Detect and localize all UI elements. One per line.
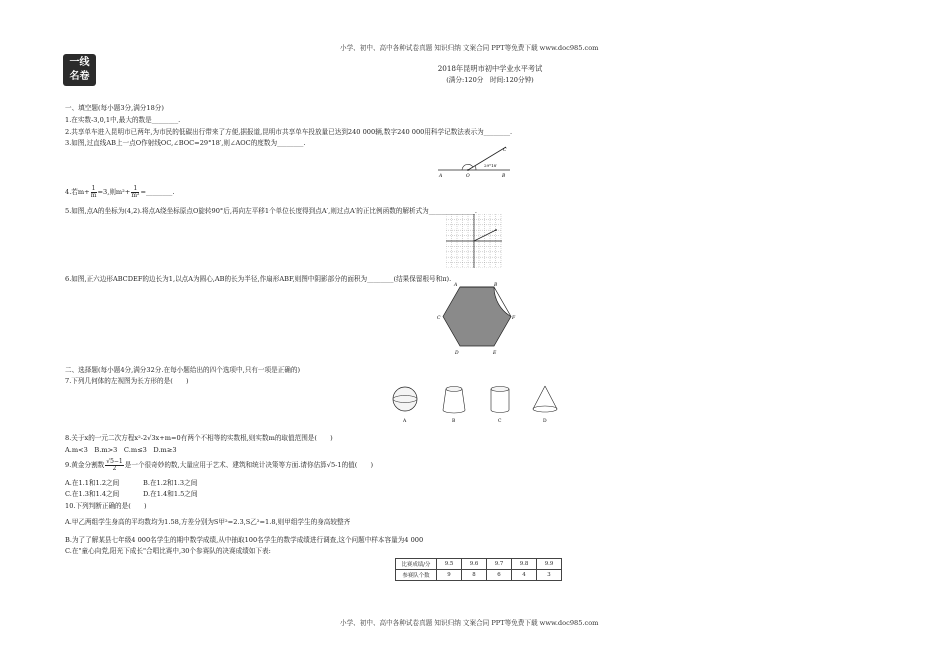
fraction-1-over-m2 (131, 186, 139, 199)
question-10-option-b: B.为了了解某县七年级4 000名学生的期中数学成绩,从中抽取100名学生的数学成绩进行调查,这个问题中样本容量为4 000 (65, 536, 424, 544)
question-9-option-a: A.在1.1和1.2之间 (65, 479, 120, 487)
logo-line1: 一线 (69, 57, 90, 68)
table-cell: 9.6 (462, 559, 487, 570)
frac-den: 2 (112, 464, 117, 472)
table-cell: 3 (537, 570, 562, 581)
hex-label-c: C (437, 316, 441, 321)
frac-num: √5−1 (106, 457, 123, 465)
question-9-option-d: D.在1.4和1.5之间 (143, 490, 198, 498)
question-9 (65, 457, 373, 473)
label-c: C (503, 148, 507, 153)
question-10-option-a: A.甲乙两组学生身高的平均数均为1.58,方差分别为S甲²=2.3,S乙²=1.8,则甲组学生的身高较整齐 (65, 518, 351, 526)
table-cell: 6 (487, 570, 512, 581)
hex-label-e: E (493, 351, 497, 356)
frac-den: m (90, 191, 97, 199)
section1-heading: 一、填空题(每小题3分,满分18分) (65, 104, 164, 112)
table-cell: 9.5 (437, 559, 462, 570)
question-1: 1.在实数-3,0,1中,最大的数是________. (65, 116, 181, 124)
frac-num: 1 (131, 186, 139, 193)
table-header-score: 比赛成绩/分 (396, 559, 437, 570)
label-a: A (439, 174, 443, 179)
question-9-option-b: B.在1.2和1.3之间 (143, 479, 198, 487)
question-4 (65, 184, 174, 200)
q4-suffix: =________. (140, 188, 175, 196)
score-table (395, 558, 562, 581)
solids-figure (385, 383, 565, 428)
hex-label-a: A (454, 283, 458, 288)
angle-label: 29°18′ (484, 163, 498, 168)
question-9-option-c: C.在1.3和1.4之间 (65, 490, 120, 498)
exam-title: 2018年昆明市初中学业水平考试 (437, 64, 543, 73)
fraction-1-over-m (91, 186, 97, 199)
frac-den: m² (131, 191, 140, 199)
table-cell: 9.9 (537, 559, 562, 570)
label-b: B (502, 174, 506, 179)
frac-num: 1 (91, 184, 96, 192)
grid-figure (446, 214, 502, 268)
q9-suffix: 是一个很奇妙的数,大量应用于艺术、建筑和统计决策等方面.请你估算√5-1的值( ) (124, 461, 374, 469)
golden-ratio-fraction (105, 459, 124, 472)
question-6: 6.如图,正六边形ABCDEF的边长为1,以点A为圆心,AB的长为半径,作扇形ABF,则图中阴影部分的面积为________(结果保留根号和π). (65, 275, 452, 283)
question-10: 10.下列判断正确的是( ) (65, 502, 147, 510)
page-footer: 小学、初中、高中各种试卷真题 知识归纳 文案合同 PPT等免费下载 www.doc985.com (340, 619, 599, 627)
logo (63, 54, 96, 86)
q4-prefix: 4.若m+ (65, 188, 90, 196)
table-row (396, 559, 562, 570)
label-o: O (466, 174, 470, 179)
q9-prefix: 9.黄金分割数 (65, 461, 105, 469)
question-8-options: A.m<3 B.m>3 C.m≤3 D.m≥3 (65, 446, 177, 454)
hex-label-b: B (494, 283, 498, 288)
table-header-count: 参赛队个数 (396, 570, 437, 581)
hex-label-d: D (455, 351, 459, 356)
question-3: 3.如图,过直线AB上一点O作射线OC,∠BOC=29°18′,则∠AOC的度数为________. (65, 139, 306, 147)
solid-label-b: B (452, 419, 456, 424)
solid-label-a: A (403, 419, 407, 424)
question-2: 2.共享单车进入昆明市已两年,为市民的低碳出行带来了方便,据报道,昆明市共享单车投放量已达到240 000辆,数字240 000用科学记数法表示为________. (65, 128, 513, 136)
angle-figure (436, 143, 516, 179)
section2-heading: 二、选择题(每小题4分,满分32分.在每小题给出的四个选项中,只有一项是正确的) (65, 366, 301, 374)
table-cell: 9.7 (487, 559, 512, 570)
table-row (396, 570, 562, 581)
table-cell: 9.8 (512, 559, 537, 570)
table-cell: 4 (512, 570, 537, 581)
hexagon-figure (432, 278, 522, 358)
page-header: 小学、初中、高中各种试卷真题 知识归纳 文案合同 PPT等免费下载 www.doc985.com (340, 44, 599, 52)
question-10-option-c: C.在"童心向党,阳光下成长"合唱比赛中,30个参赛队的决赛成绩如下表: (65, 547, 271, 555)
question-5: 5.如图,点A的坐标为(4,2).将点A绕坐标原点O旋转90°后,再向左平移1个单位长度得到点A′,则过点A′的正比例函数的解析式为______________. (65, 207, 478, 215)
table-cell: 8 (462, 570, 487, 581)
hex-label-f: F (512, 316, 516, 321)
table-cell: 9 (437, 570, 462, 581)
question-8: 8.关于x的一元二次方程x²-2√3x+m=0有两个不相等的实数根,则实数m的取值范围是( ) (65, 434, 333, 442)
solid-label-d: D (543, 419, 547, 424)
logo-line2: 名卷 (69, 71, 90, 82)
q4-mid: =3,则m²+ (97, 188, 131, 196)
solid-label-c: C (498, 419, 502, 424)
exam-subtitle: (满分:120分 时间:120分钟) (446, 76, 534, 84)
question-7: 7.下列几何体的左视图为长方形的是( ) (65, 377, 189, 385)
